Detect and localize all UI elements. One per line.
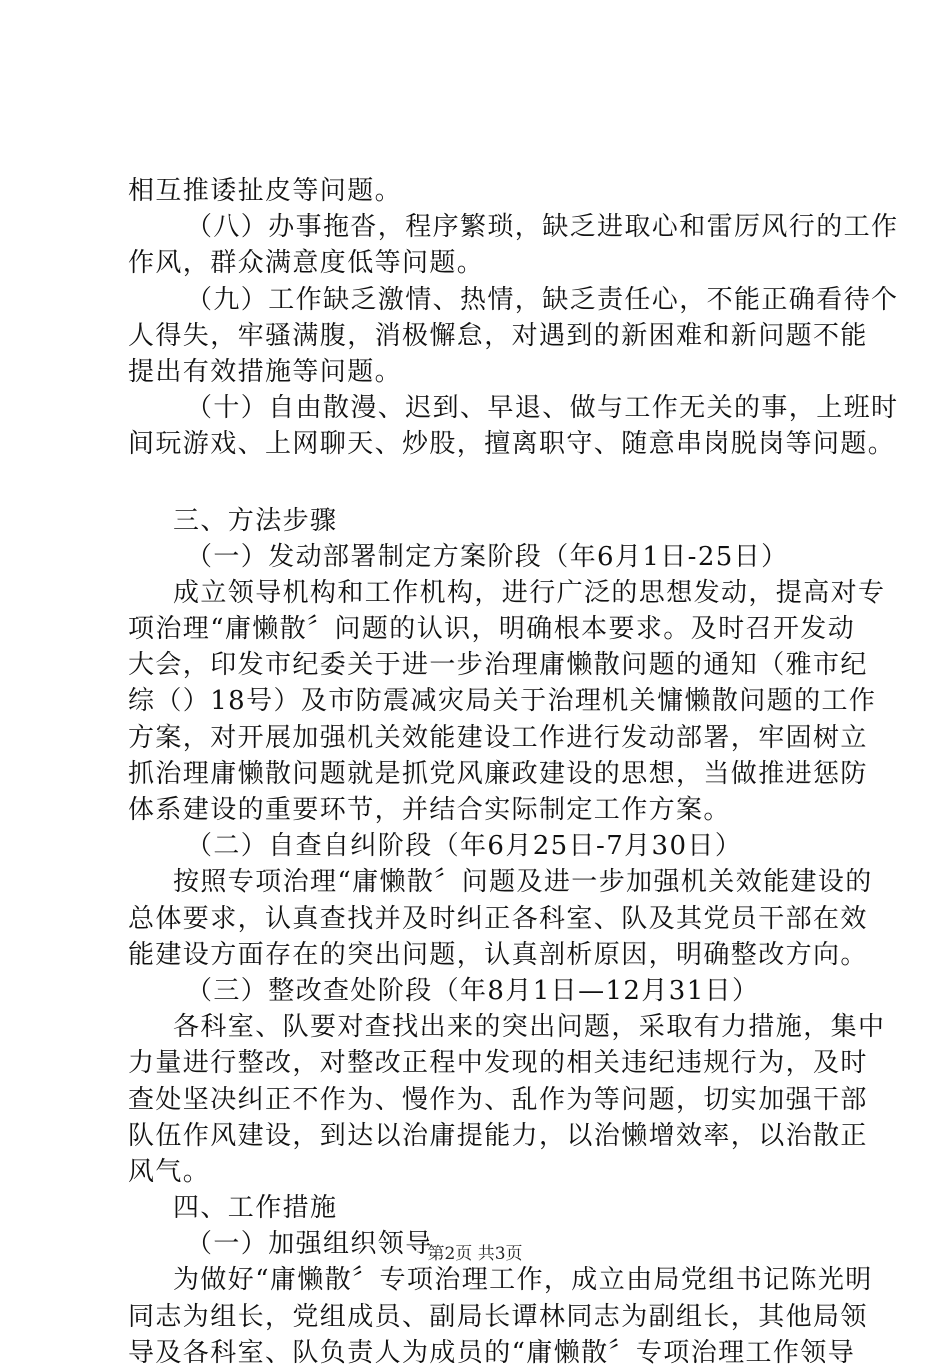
text-line: 提出有效措施等问题。 xyxy=(128,356,403,387)
paragraph-start: 各科室、队要对查找出来的突出问题，采取有力措施，集中 xyxy=(173,1012,886,1043)
text-line: 队伍作风建设，到达以治庸提能力，以治懒增效率，以治散正 xyxy=(128,1120,868,1151)
text-line: 总体要求，认真查找并及时纠正各科室、队及其党员干部在效 xyxy=(128,903,868,934)
section-heading-methods: 三、方法步骤 xyxy=(173,505,338,536)
text-line: 力量进行整改，对整改正程中发现的相关违纪违规行为，及时 xyxy=(128,1048,868,1079)
text-line: 相互推诿扯皮等问题。 xyxy=(128,176,403,206)
paragraph-start: 按照专项治理“庸懒散〞问题及进一步加强机关效能建设的 xyxy=(173,867,873,898)
subheading-leadership: （一）加强组织领导 xyxy=(186,1229,433,1260)
text-line: 同志为组长，党组成员、副局长谭林同志为副组长，其他局领 xyxy=(128,1301,868,1332)
text-line: 导及各科室、队负责人为成员的“庸懒散〞专项治理工作领导 xyxy=(128,1337,856,1368)
subheading-phase-one: （一）发动部署制定方案阶段（年6月1日-25日） xyxy=(186,541,789,572)
list-item-eight: （八）办事拖沓，程序繁琐，缺乏进取心和雷厉风行的工作 xyxy=(186,212,899,243)
text-line: 抓治理庸懒散问题就是抓党风廉政建设的思想，当做推进惩防 xyxy=(128,758,868,789)
text-line: 能建设方面存在的突出问题，认真剖析原因，明确整改方向。 xyxy=(128,939,868,970)
section-gap xyxy=(128,463,843,503)
paragraph-start: 为做好“庸懒散〞专项治理工作，成立由局党组书记陈光明 xyxy=(173,1265,873,1296)
paragraph-start: 成立领导机构和工作机构，进行广泛的思想发动，提高对专 xyxy=(173,577,886,608)
text-line: 作风，群众满意度低等问题。 xyxy=(128,248,485,279)
list-item-nine: （九）工作缺乏激情、热情，缺乏责任心，不能正确看待个 xyxy=(186,284,899,315)
list-item-ten: （十）自由散漫、迟到、早退、做与工作无关的事，上班时 xyxy=(186,393,899,424)
section-heading-measures: 四、工作措施 xyxy=(173,1193,338,1224)
subheading-phase-two: （二）自查自纠阶段（年6月25日-7月30日） xyxy=(186,831,743,862)
text-line: 项治理“庸懒散〞问题的认识，明确根本要求。及时召开发动 xyxy=(128,614,856,645)
text-line: 体系建设的重要环节，并结合实际制定工作方案。 xyxy=(128,795,731,825)
text-line: 间玩游戏、上网聊天、炒股，擅离职守、随意串岗脱岗等问题。 xyxy=(128,429,896,460)
page-number-footer: 第2页 共3页 xyxy=(427,1244,523,1264)
text-line: 人得失，牢骚满腹，消极懈怠，对遇到的新困难和新问题不能 xyxy=(128,320,868,351)
text-line: 大会，印发市纪委关于进一步治理庸懒散问题的通知（雅市纪 xyxy=(128,650,868,681)
text-line: 查处坚决纠正不作为、慢作为、乱作为等问题，切实加强干部 xyxy=(128,1084,868,1115)
subheading-phase-three: （三）整改查处阶段（年8月1日—12月31日） xyxy=(186,975,760,1006)
text-line: 风气。 xyxy=(128,1156,211,1187)
text-line: 方案，对开展加强机关效能建设工作进行发动部署，牢固树立 xyxy=(128,722,868,753)
document-body xyxy=(128,173,899,1371)
text-line: 综（）18号）及市防震减灾局关于治理机关慵懒散问题的工作 xyxy=(128,686,877,717)
